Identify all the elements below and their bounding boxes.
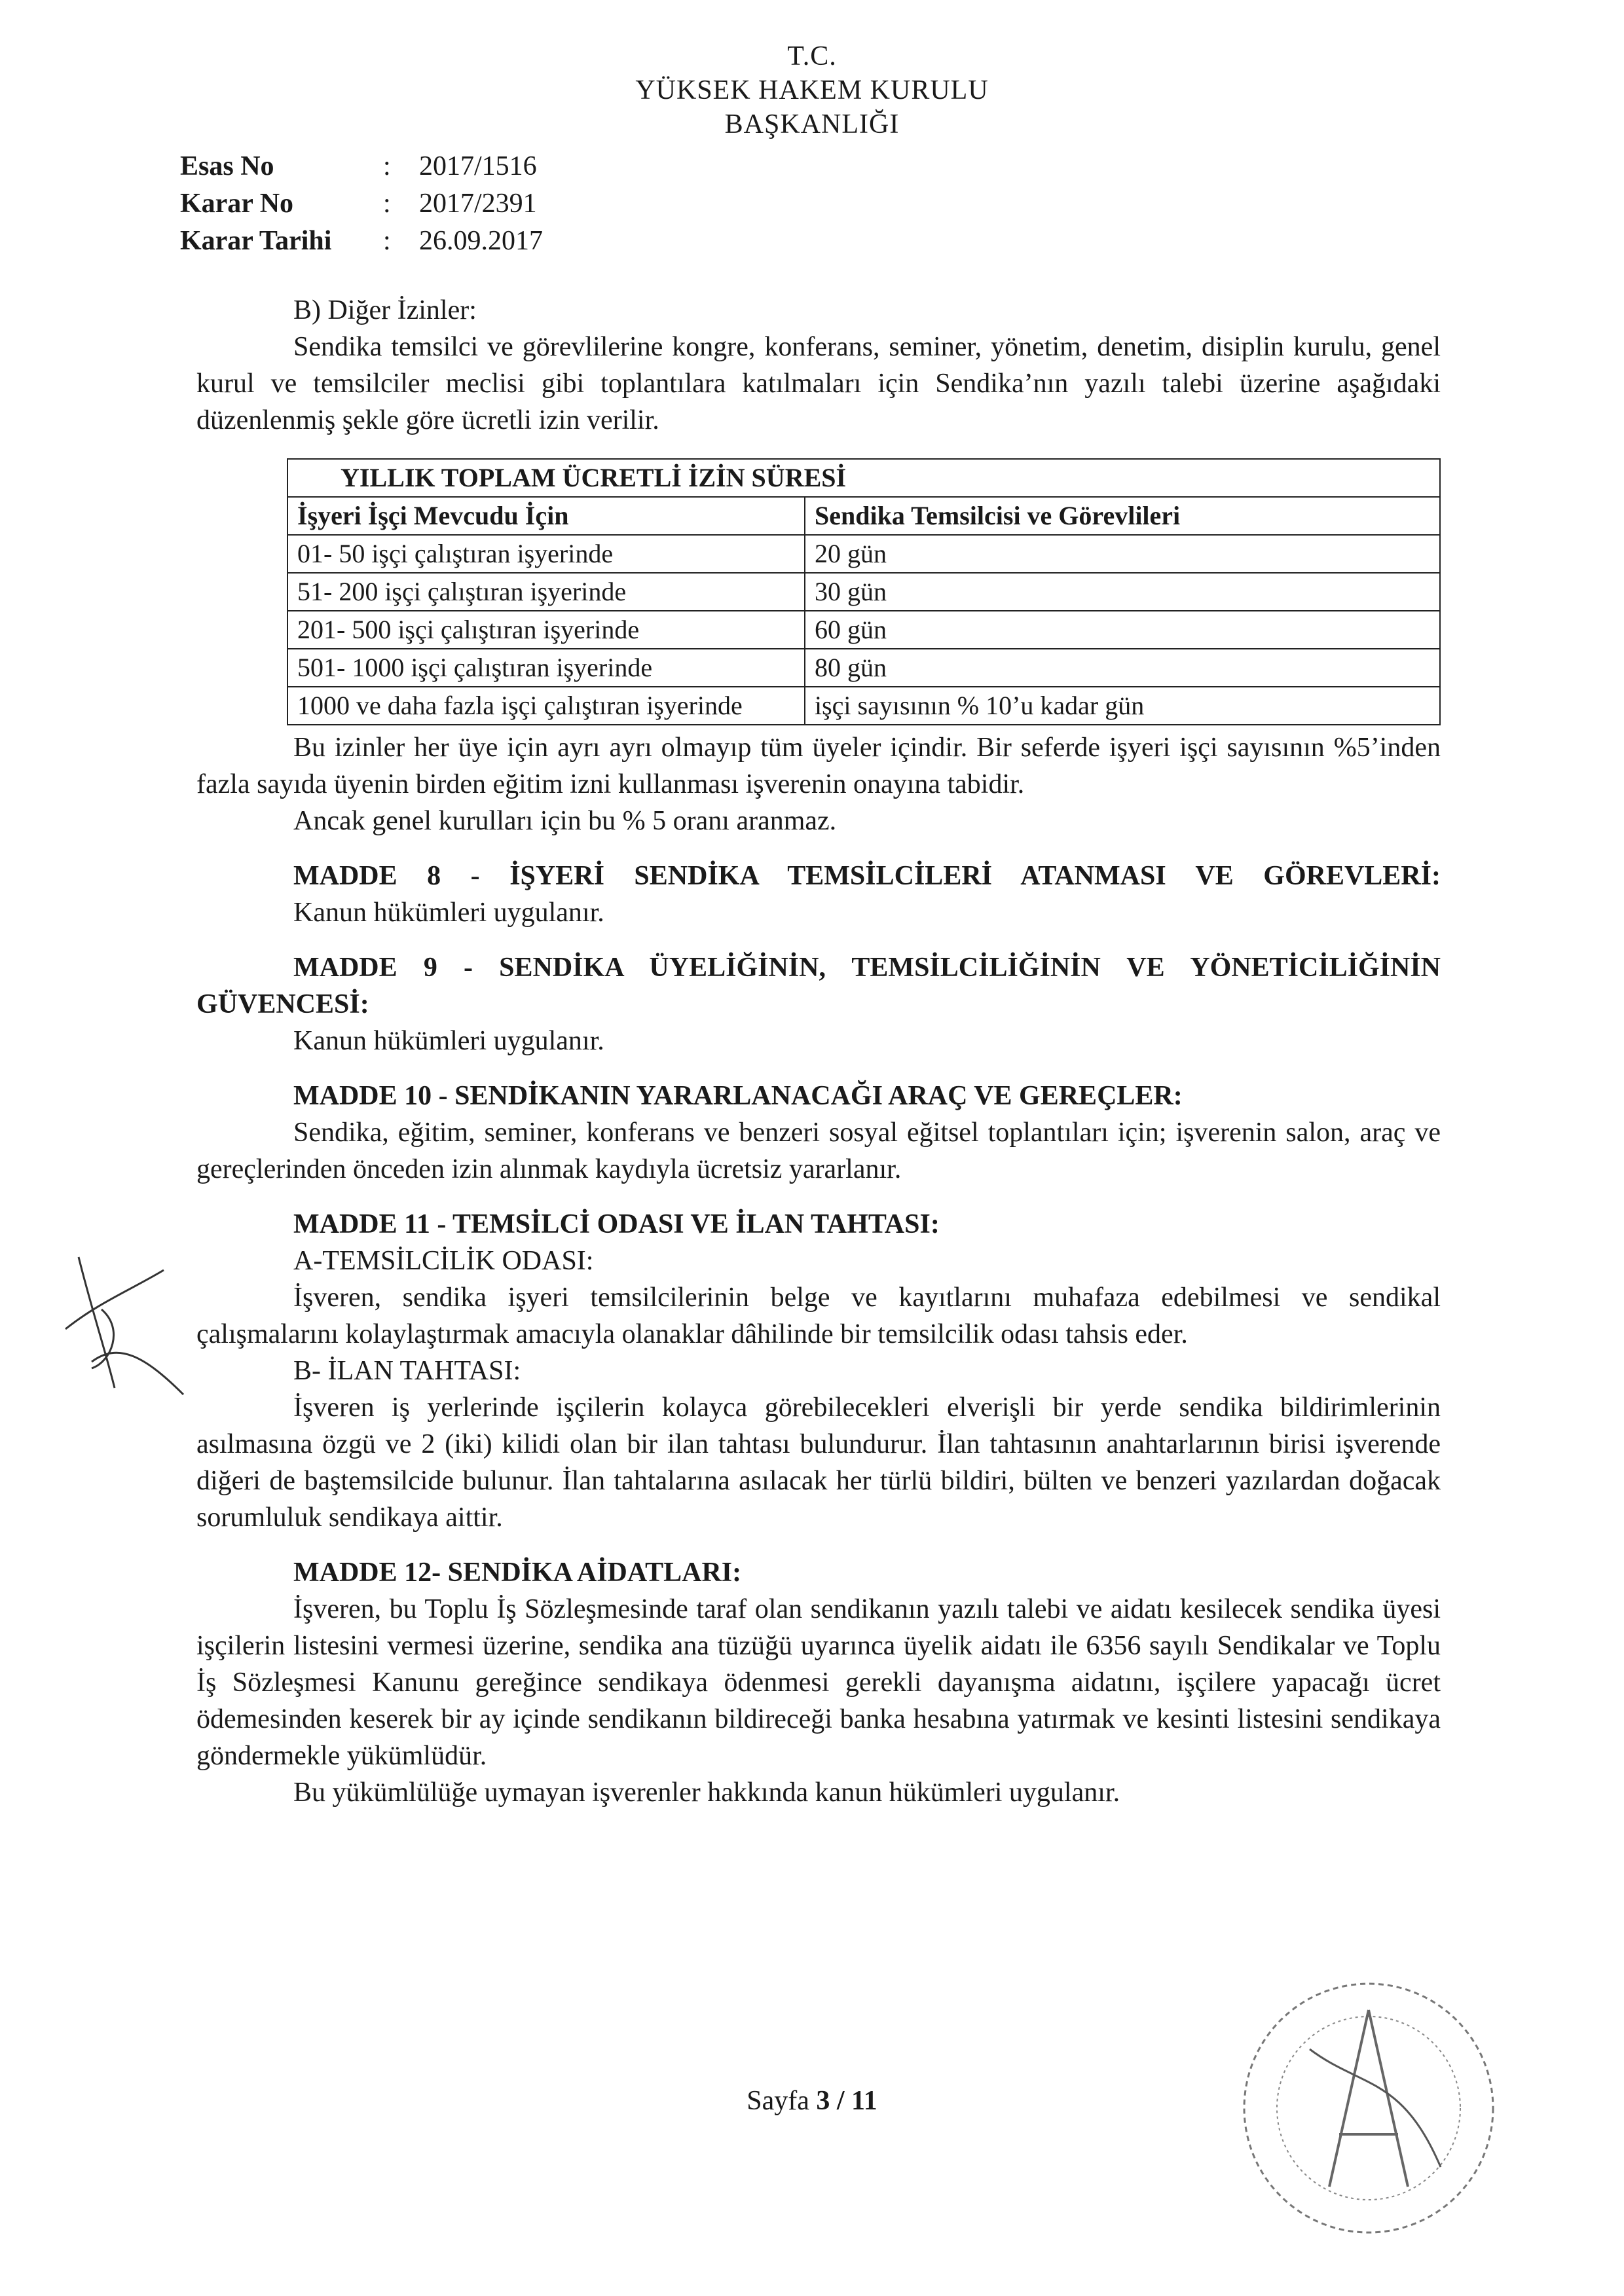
table-row [287,649,1440,687]
madde-10-text: Sendika, eğitim, seminer, konferans ve benzeri sosyal eğitsel toplantıları için; işverenin salon, araç ve gereçlerinden önceden izin alınmak kaydıyla ücretsiz yararlanır. [196,1118,1441,1184]
meta-value: 2017/1516 [419,151,537,181]
madde-12-text: İşveren, bu Toplu İş Sözleşmesinde taraf olan sendikanın yazılı talebi ve aidatı kesilecek sendika üyesi işçilerin listesini vermesi üzerine, sendika ana tüzüğü uyarınca üyelik aidatı ile 6356 sayılı Sendikalar ve Toplu İş Sözleşmesi Kanunu gereğince sendikaya ödenmesi gerekli dayanışma aidatını, işçilere yapacağı ücret ödemesinden keserek bir ay içinde sendikanın bildireceği banka hesabına yatırmak ve kesinti listesini sendikaya göndermekle yükümlüdür. [196,1594,1441,1771]
table-cell: 1000 ve daha fazla işçi çalıştıran işyerinde [287,687,805,725]
paragraph: Ancak genel kurulları için bu % 5 oranı aranmaz. [293,806,837,836]
madde-9-title: MADDE 9 - SENDİKA ÜYELİĞİNİN, TEMSİLCİLİĞİNİN VE YÖNETİCİLİĞİNİN GÜVENCESİ: [196,953,1441,1019]
madde-11-title: MADDE 11 - TEMSİLCİ ODASI VE İLAN TAHTASI: [293,1209,940,1239]
meta-sep: : [383,226,391,256]
meta-label: Karar Tarihi [180,226,332,256]
signature-icon [52,1231,196,1401]
meta-sep: : [383,151,391,181]
meta-row-tarih [180,223,543,260]
table-title: YILLIK TOPLAM ÜCRETLİ İZİN SÜRESİ [287,459,1440,497]
meta-label: Esas No [180,151,274,181]
table-header: İşyeri İşçi Mevcudu İçin [287,497,805,535]
madde-8-title: MADDE 8 - İŞYERİ SENDİKA TEMSİLCİLERİ ATANMASI VE GÖREVLERİ: [293,861,1441,891]
meta-value: 26.09.2017 [419,226,543,256]
meta-row-esas [180,148,543,185]
table-row [287,687,1440,725]
paragraph: Bu izinler her üye için ayrı ayrı olmayıp tüm üyeler içindir. Bir seferde işyeri işçi sayısının %5’inden fazla sayıda üyenin birden eğitim izni kullanması işverenin onayına tabidir. [196,733,1441,799]
table-cell: 20 gün [805,535,1440,573]
madde-11-b-title: B- İLAN TAHTASI: [293,1356,521,1386]
table-cell: 01- 50 işçi çalıştıran işyerinde [287,535,805,573]
leave-table [287,458,1441,725]
madde-11-a-text: İşveren, sendika işyeri temsilcilerinin belge ve kayıtlarını muhafaza edebilmesi ve sendikal çalışmalarını kolaylaştırmak amacıyla olanaklar dâhilinde bir temsilcilik odası tahsis eder. [196,1283,1441,1349]
madde-9-text: Kanun hükümleri uygulanır. [293,1026,604,1056]
table-cell: 501- 1000 işçi çalıştıran işyerinde [287,649,805,687]
page-number: 3 / 11 [816,2086,877,2116]
meta-value: 2017/2391 [419,189,537,219]
table-row [287,611,1440,649]
header-presidency: BAŞKANLIĞI [724,109,900,139]
table-cell: 80 gün [805,649,1440,687]
footer-prefix: Sayfa [747,2086,817,2116]
madde-8-text: Kanun hükümleri uygulanır. [293,898,604,928]
section-b-title: B) Diğer İzinler: [293,295,477,325]
meta-row-karar [180,185,543,223]
madde-12-title: MADDE 12- SENDİKA AİDATLARI: [293,1558,742,1588]
table-cell: işçi sayısının % 10’u kadar gün [805,687,1440,725]
madde-11-b-text: İşveren iş yerlerinde işçilerin kolayca görebilecekleri elverişli bir yerde sendika bildirimlerinin asılmasına özgü ve 2 (iki) kilidi olan bir ilan tahtası bulundurur. İlan tahtasının anahtarlarının birisi işverende diğeri de baştemsilcide bulunur. İlan tahtalarına asılacak her türlü bildiri, bülten ve benzeri yazılardan doğacak sorumluluk sendikaya aittir. [196,1393,1441,1533]
header-tc: T.C. [787,41,837,71]
table-row [287,573,1440,611]
table-cell: 60 gün [805,611,1440,649]
madde-10-title: MADDE 10 - SENDİKANIN YARARLANACAĞI ARAÇ VE GEREÇLER: [293,1081,1183,1111]
section-b-text: Sendika temsilci ve görevlilerine kongre, konferans, seminer, yönetim, denetim, disiplin kurulu, genel kurul ve temsilciler meclisi gibi toplantılara katılmaları için Sendika’nın yazılı talebi üzerine aşağıdaki düzenlenmiş şekle göre ücretli izin verilir. [196,332,1441,435]
doc-header [0,39,1624,141]
header-institution: YÜKSEK HAKEM KURULU [635,75,989,105]
madde-11-a-title: A-TEMSİLCİLİK ODASI: [293,1246,594,1276]
table-cell: 30 gün [805,573,1440,611]
case-meta [180,148,543,260]
table-header: Sendika Temsilcisi ve Görevlileri [805,497,1440,535]
document-body [196,292,1441,1811]
page-footer [0,2085,1624,2117]
table-cell: 201- 500 işçi çalıştıran işyerinde [287,611,805,649]
table-cell: 51- 200 işçi çalıştıran işyerinde [287,573,805,611]
table-row [287,535,1440,573]
meta-sep: : [383,189,391,219]
meta-label: Karar No [180,189,294,219]
madde-12-text-2: Bu yükümlülüğe uymayan işverenler hakkında kanun hükümleri uygulanır. [293,1777,1120,1808]
